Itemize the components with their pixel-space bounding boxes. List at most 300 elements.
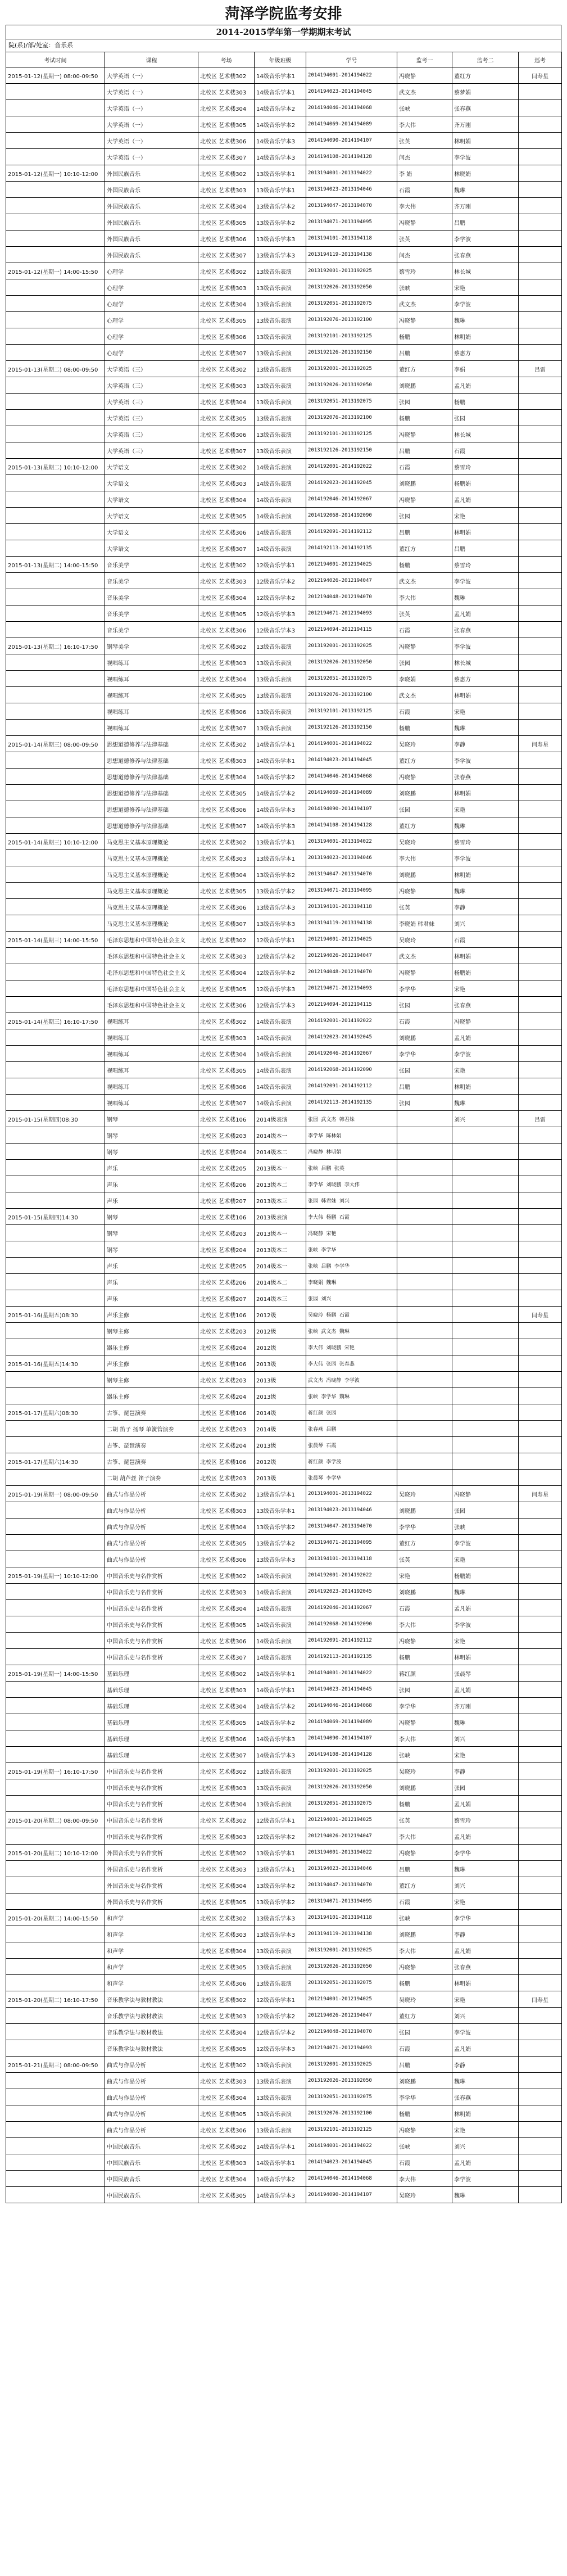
cell-proctor-one: 石霞 [397,1013,452,1029]
cell-proctor-one: 冯晓静 [397,638,452,654]
cell-room: 北校区 艺术楼304 [198,100,255,116]
cell-inspector [519,524,562,540]
table-row [6,1991,562,2008]
cell-room: 北校区 艺术楼305 [198,1062,255,1078]
cell-room: 北校区 艺术楼303 [198,2154,255,2171]
cell-class: 14级音乐学本2 [255,100,306,116]
cell-class: 13级音乐学本2 [255,1519,306,1535]
cell-exam-time: 2015-01-12(星期一) 10:10-12:00 [6,165,105,182]
cell-proctor-two: 李娟 [452,361,519,377]
cell-room: 北校区 艺术楼303 [198,279,255,296]
table-row [6,1421,562,1437]
cell-student-id: 2012194026-2012194047 [306,2008,397,2024]
cell-student-id: 2014194001-2014194022 [306,67,397,84]
cell-proctor-two: 魏琳 [452,312,519,328]
cell-student-id: 2013192051-2013192075 [306,1975,397,1991]
cell-room: 北校区 艺术楼307 [198,817,255,834]
table-row [6,2105,562,2122]
table-row [6,2057,562,2073]
cell-student-id: 吴晓玲 杨鹏 石霞 [306,1307,397,1323]
cell-course: 音乐美学 [105,573,198,589]
cell-student-id: 张园 韩君妹 刘兴 [306,1192,397,1209]
cell-inspector [519,1730,562,1747]
cell-exam-time [6,328,105,345]
cell-room: 北校区 艺术楼304 [198,2089,255,2105]
cell-exam-time [6,214,105,231]
cell-inspector [519,834,562,850]
cell-course: 大学英语（一） [105,67,198,84]
cell-inspector [519,671,562,687]
cell-course: 钢琴主修 [105,1372,198,1388]
cell-room: 北校区 艺术楼303 [198,850,255,866]
cell-proctor-one: 吕鹏 [397,442,452,459]
cell-inspector [519,1209,562,1225]
cell-inspector [519,328,562,345]
cell-inspector [519,964,562,980]
table-row [6,899,562,915]
cell-room: 北校区 艺术楼304 [198,1796,255,1812]
cell-proctor-two: 蔡梦娟 [452,84,519,100]
cell-proctor-one [397,1388,452,1404]
cell-exam-time [6,785,105,801]
cell-proctor-one: 董红方 [397,817,452,834]
cell-proctor-two: 张园 [452,1779,519,1796]
cell-inspector [519,2073,562,2089]
cell-student-id: 2012194071-2012194093 [306,605,397,622]
cell-inspector [519,1861,562,1877]
cell-room: 北校区 艺术楼302 [198,1665,255,1682]
cell-inspector [519,410,562,426]
table-row [6,133,562,149]
cell-inspector [519,997,562,1013]
cell-inspector [519,84,562,100]
table-row [6,491,562,508]
cell-course: 钢琴 [105,1111,198,1127]
cell-proctor-one: 董红方 [397,540,452,557]
table-row [6,589,562,605]
table-row [6,1796,562,1812]
cell-class: 13级音乐表演 [255,2089,306,2105]
cell-class: 13级音乐学本1 [255,834,306,850]
cell-inspector [519,752,562,769]
cell-inspector [519,312,562,328]
cell-room: 北校区 艺术楼306 [198,1078,255,1095]
cell-student-id: 2013192076-2013192100 [306,2105,397,2122]
table-row [6,1893,562,1910]
cell-room: 北校区 艺术楼303 [198,948,255,964]
cell-inspector [519,1144,562,1160]
cell-exam-time [6,1029,105,1046]
cell-room: 北校区 艺术楼204 [198,1388,255,1404]
cell-class: 13级音乐学本3 [255,899,306,915]
header-inspector: 巡考 [519,52,562,67]
cell-exam-time [6,1893,105,1910]
cell-proctor-one: 李大伟 [397,2171,452,2187]
cell-proctor-one: 张园 [397,1062,452,1078]
cell-proctor-two: 林明娟 [452,1975,519,1991]
cell-room: 北校区 艺术楼303 [198,573,255,589]
table-row [6,769,562,785]
cell-inspector [519,459,562,475]
cell-course: 心理学 [105,279,198,296]
table-row [6,1339,562,1355]
cell-inspector [519,1975,562,1991]
cell-exam-time [6,1714,105,1730]
cell-student-id: 2014192023-2014192045 [306,1584,397,1600]
cell-proctor-one [397,1355,452,1372]
cell-exam-time [6,1861,105,1877]
cell-class: 12级音乐学本2 [255,964,306,980]
table-row [6,1160,562,1176]
table-row [6,67,562,84]
cell-course: 曲式与作品分析 [105,1486,198,1502]
cell-room: 北校区 艺术楼207 [198,1192,255,1209]
cell-inspector [519,1763,562,1779]
cell-student-id: 2013194023-2013194046 [306,850,397,866]
table-row [6,964,562,980]
cell-room: 北校区 艺术楼306 [198,524,255,540]
cell-proctor-one: 吴晓玲 [397,1486,452,1502]
cell-room: 北校区 艺术楼307 [198,720,255,736]
cell-student-id: 2013194071-2013194095 [306,1893,397,1910]
table-row [6,1519,562,1535]
cell-course: 思想道德修养与法律基础 [105,817,198,834]
cell-proctor-two: 宋艳 [452,508,519,524]
cell-inspector [519,100,562,116]
cell-exam-time [6,442,105,459]
cell-proctor-two: 李静 [452,736,519,752]
cell-student-id: 李学华 陈林娟 [306,1127,397,1144]
cell-room: 北校区 艺术楼106 [198,1111,255,1127]
cell-class: 14级音乐表演 [255,1062,306,1078]
cell-proctor-two: 杨鹏娟 [452,475,519,491]
cell-proctor-two: 石霞 [452,932,519,948]
cell-student-id: 2013192001-2013192025 [306,1763,397,1779]
cell-exam-time [6,1372,105,1388]
cell-class: 14级音乐学本2 [255,116,306,133]
cell-room: 北校区 艺术楼305 [198,214,255,231]
cell-student-id: 2012194026-2012194047 [306,948,397,964]
cell-exam-time [6,1959,105,1975]
cell-proctor-one: 冯晓静 [397,769,452,785]
cell-class: 13级音乐学本2 [255,1877,306,1893]
cell-class: 13级音乐学本1 [255,1845,306,1861]
cell-class: 13级音乐表演 [255,328,306,345]
cell-course: 中国音乐史与名作赏析 [105,1584,198,1600]
cell-exam-time [6,2089,105,2105]
cell-room: 北校区 艺术楼304 [198,296,255,312]
cell-student-id: 2013192026-2013192050 [306,654,397,671]
cell-class: 12级音乐学本2 [255,573,306,589]
table-row [6,508,562,524]
cell-student-id: 2014194090-2014194107 [306,2187,397,2203]
cell-student-id: 2014192091-2014192112 [306,1633,397,1649]
cell-room: 北校区 艺术楼305 [198,1616,255,1633]
cell-course: 古筝、琵琶演奏 [105,1404,198,1421]
cell-proctor-one: 刘晓鹏 [397,2073,452,2089]
cell-class: 14级音乐表演 [255,508,306,524]
cell-course: 思想道德修养与法律基础 [105,785,198,801]
table-row [6,198,562,214]
table-row [6,573,562,589]
cell-student-id: 2013192051-2013192075 [306,1796,397,1812]
cell-proctor-one [397,1258,452,1274]
cell-course: 曲式与作品分析 [105,2105,198,2122]
cell-student-id: 2013192001-2013192025 [306,638,397,654]
cell-proctor-one: 刘晓鹏 [397,785,452,801]
cell-student-id: 2013192101-2013192125 [306,328,397,345]
cell-proctor-one: 张峡 [397,2138,452,2154]
cell-proctor-two: 林明娟 [452,328,519,345]
cell-exam-time [6,980,105,997]
cell-inspector [519,1274,562,1290]
cell-exam-time [6,2105,105,2122]
cell-exam-time [6,1290,105,1307]
cell-class: 12级音乐学本3 [255,997,306,1013]
cell-proctor-one: 吴晓玲 [397,2187,452,2203]
cell-proctor-one: 董红方 [397,361,452,377]
cell-student-id: 2013192101-2013192125 [306,703,397,720]
cell-class: 13级音乐学本3 [255,1551,306,1567]
cell-room: 北校区 艺术楼304 [198,671,255,687]
table-row [6,1486,562,1502]
cell-student-id: 2012194094-2012194115 [306,997,397,1013]
cell-room: 北校区 艺术楼306 [198,231,255,247]
cell-proctor-one: 冯晓静 [397,883,452,899]
cell-room: 北校区 艺术楼304 [198,2171,255,2187]
cell-student-id: 李晓娟 魏琳 [306,1274,397,1290]
cell-student-id: 2013192026-2013192050 [306,1959,397,1975]
table-row [6,980,562,997]
cell-course: 钢琴主修 [105,1323,198,1339]
cell-proctor-two [452,1355,519,1372]
cell-class: 13级音乐表演 [255,1975,306,1991]
cell-course: 大学语文 [105,540,198,557]
cell-proctor-one: 张园 [397,394,452,410]
cell-inspector [519,850,562,866]
cell-student-id: 2012194001-2012194025 [306,557,397,573]
cell-class: 13级音乐表演 [255,377,306,394]
cell-proctor-one: 武文杰 [397,573,452,589]
cell-proctor-one: 李学华 [397,1046,452,1062]
cell-proctor-two: 林明娟 [452,2105,519,2122]
cell-proctor-two [452,1127,519,1144]
cell-proctor-one: 蔡雪玲 [397,263,452,279]
cell-proctor-one: 冯晓静 [397,312,452,328]
cell-course: 钢琴 [105,1241,198,1258]
cell-student-id: 武文杰 冯晓静 李学波 [306,1372,397,1388]
cell-inspector [519,394,562,410]
cell-course: 视唱练耳 [105,720,198,736]
cell-course: 大学英语（一） [105,116,198,133]
cell-inspector [519,296,562,312]
cell-exam-time [6,1730,105,1747]
cell-class: 13级音乐表演 [255,687,306,703]
header-student-id: 学号 [306,52,397,67]
cell-exam-time [6,475,105,491]
cell-course: 外国音乐史与名作赏析 [105,1845,198,1861]
table-row [6,426,562,442]
cell-inspector [519,1078,562,1095]
cell-proctor-one: 张园 [397,654,452,671]
cell-inspector [519,133,562,149]
cell-room: 北校区 艺术楼305 [198,1959,255,1975]
table-row [6,361,562,377]
cell-exam-time [6,1241,105,1258]
cell-room: 北校区 艺术楼302 [198,1567,255,1584]
cell-proctor-one: 杨鹏 [397,557,452,573]
cell-proctor-one: 李大伟 [397,1942,452,1959]
cell-exam-time [6,573,105,589]
cell-course: 声乐 [105,1192,198,1209]
table-row [6,1241,562,1258]
table-row [6,1453,562,1470]
cell-student-id: 2013192101-2013192125 [306,2122,397,2138]
cell-exam-time [6,540,105,557]
cell-class: 14级音乐学本3 [255,817,306,834]
table-row [6,1584,562,1600]
cell-inspector [519,475,562,491]
cell-room: 北校区 艺术楼305 [198,1535,255,1551]
cell-class: 2013级本一 [255,1225,306,1241]
table-row [6,703,562,720]
cell-exam-time [6,182,105,198]
cell-course: 曲式与作品分析 [105,1551,198,1567]
cell-proctor-two: 魏琳 [452,2073,519,2089]
table-row [6,1665,562,1682]
cell-proctor-one: 冯晓静 [397,1959,452,1975]
cell-inspector [519,899,562,915]
cell-proctor-two: 刘兴 [452,1111,519,1127]
cell-exam-time [6,850,105,866]
cell-class: 13级音乐表演 [255,1796,306,1812]
cell-room: 北校区 艺术楼302 [198,1991,255,2008]
table-row [6,1877,562,1893]
cell-proctor-two: 刘兴 [452,2138,519,2154]
cell-course: 曲式与作品分析 [105,2089,198,2105]
table-row [6,263,562,279]
cell-exam-time [6,426,105,442]
table-row [6,1600,562,1616]
exam-schedule-table [6,52,562,2203]
cell-proctor-one: 董红方 [397,1535,452,1551]
cell-proctor-two: 刘兴 [452,1877,519,1893]
cell-proctor-two [452,1160,519,1176]
cell-room: 北校区 艺术楼302 [198,1812,255,1828]
cell-inspector [519,1877,562,1893]
cell-class: 14级音乐学本2 [255,1714,306,1730]
cell-exam-time [6,964,105,980]
cell-room: 北校区 艺术楼303 [198,84,255,100]
cell-inspector: 闫寿星 [519,1991,562,2008]
cell-proctor-two: 蔡雪玲 [452,834,519,850]
cell-proctor-two: 李学波 [452,296,519,312]
cell-class: 14级音乐表演 [255,1584,306,1600]
table-row [6,2089,562,2105]
cell-proctor-one: 冯晓静 [397,214,452,231]
cell-exam-time [6,1747,105,1763]
cell-proctor-two: 林明娟 [452,785,519,801]
cell-inspector: 吕雷 [519,1111,562,1127]
cell-exam-time [6,589,105,605]
cell-student-id: 2012194026-2012194047 [306,573,397,589]
cell-proctor-two [452,1258,519,1274]
cell-student-id: 李学华 刘晓鹏 李大伟 [306,1176,397,1192]
cell-course: 声乐 [105,1160,198,1176]
cell-proctor-two: 李学波 [452,1535,519,1551]
cell-student-id: 2013194047-2013194070 [306,1519,397,1535]
cell-room: 北校区 艺术楼304 [198,769,255,785]
cell-course: 古筝、琵琶演奏 [105,1437,198,1453]
cell-exam-time [6,149,105,165]
cell-proctor-one: 张英 [397,1551,452,1567]
cell-room: 北校区 艺术楼106 [198,1404,255,1421]
cell-exam-time [6,720,105,736]
cell-proctor-two: 齐万刚 [452,116,519,133]
cell-proctor-two: 冯晓静 [452,1486,519,1502]
table-row [6,1502,562,1519]
cell-course: 中国民族音乐 [105,2154,198,2171]
cell-class: 14级音乐学本3 [255,1730,306,1747]
cell-class: 14级音乐学本1 [255,84,306,100]
cell-inspector [519,1567,562,1584]
cell-student-id: 2013194001-2013194022 [306,834,397,850]
cell-exam-time [6,752,105,769]
cell-room: 北校区 艺术楼305 [198,1714,255,1730]
cell-proctor-one: 张峡 [397,100,452,116]
cell-course: 大学英语（三） [105,442,198,459]
cell-inspector [519,1258,562,1274]
cell-class: 13级音乐学本1 [255,850,306,866]
cell-student-id: 2014194046-2014194068 [306,2171,397,2187]
table-row [6,2040,562,2057]
cell-room: 北校区 艺术楼306 [198,1633,255,1649]
cell-student-id: 2012194048-2012194070 [306,2024,397,2040]
cell-class: 2013级 [255,1355,306,1372]
cell-proctor-two: 宋艳 [452,1633,519,1649]
cell-room: 北校区 艺术楼303 [198,1779,255,1796]
cell-proctor-one [397,1372,452,1388]
cell-proctor-two: 魏琳 [452,1095,519,1111]
cell-student-id: 2013194101-2013194118 [306,1551,397,1567]
table-row [6,1062,562,1078]
cell-proctor-one [397,1176,452,1192]
cell-student-id: 2014194090-2014194107 [306,133,397,149]
cell-course: 马克思主义基本原理概论 [105,883,198,899]
cell-student-id: 2013194047-2013194070 [306,198,397,214]
cell-course: 曲式与作品分析 [105,1519,198,1535]
cell-room: 北校区 艺术楼304 [198,1519,255,1535]
cell-class: 2014级本一 [255,1258,306,1274]
cell-room: 北校区 艺术楼306 [198,801,255,817]
cell-proctor-two: 李学波 [452,752,519,769]
cell-class: 2014级 [255,1404,306,1421]
cell-student-id: 2014192046-2014192067 [306,1046,397,1062]
cell-exam-time [6,2008,105,2024]
cell-student-id: 张峡 李学华 魏琳 [306,1388,397,1404]
cell-class: 12级音乐学本3 [255,605,306,622]
cell-course: 中国音乐史与名作赏析 [105,1600,198,1616]
cell-inspector [519,1013,562,1029]
table-row [6,638,562,654]
cell-student-id: 2014192001-2014192022 [306,1567,397,1584]
table-row [6,1682,562,1698]
cell-class: 12级音乐学本2 [255,589,306,605]
cell-student-id: 2014194023-2014194045 [306,1682,397,1698]
cell-course: 中国音乐史与名作赏析 [105,1828,198,1845]
cell-course: 大学语文 [105,508,198,524]
cell-student-id: 2014192091-2014192112 [306,1078,397,1095]
